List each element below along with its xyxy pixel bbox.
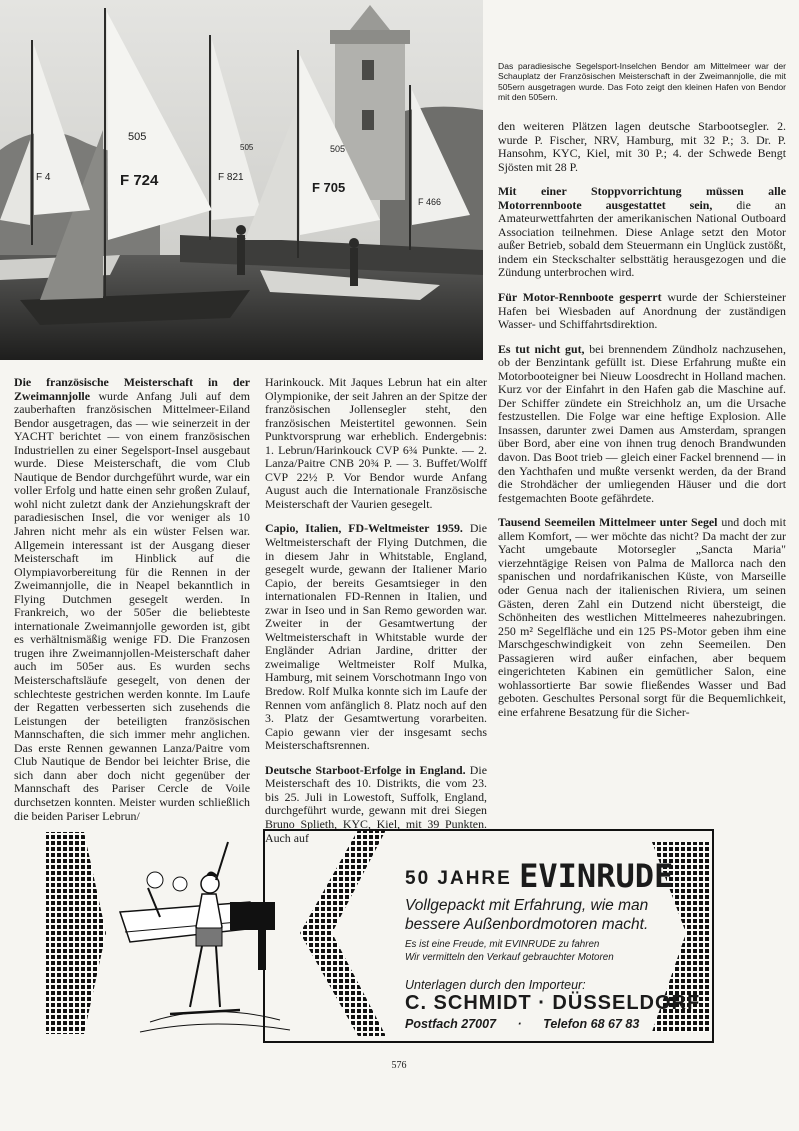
ad-separator: · [517, 1017, 522, 1031]
ad-company: C. SCHMIDT · DÜSSELDORF [405, 992, 701, 1014]
sail-number-f705: F 705 [312, 180, 346, 195]
ad-address [405, 1017, 695, 1031]
sail-number-f724: F 724 [120, 172, 159, 189]
article-text: wurde der Schiersteiner Hafen bei Wiesbaden auf Anordnung der zuständigen Wasser- und Schiffahrtsdirektion. [498, 290, 787, 332]
ad-text-block [405, 857, 701, 1031]
harbor-photo [0, 0, 483, 360]
class-mark: 505 [240, 143, 254, 152]
class-mark: 505 [128, 131, 147, 143]
ad-headline [405, 896, 695, 934]
ad-subtext [405, 938, 695, 964]
sail-number-f821: F 821 [218, 172, 244, 183]
article-text: Die Weltmeisterschaft der Flying Dutchmen, die in diesem Jahr in Whitstable, England, gesegelt wurde, gewann der Italiener Mario Capio, der bereits Gesamtsieger in den internationalen FD-Rennen in Italien, und zwar in Iseo und in San Remo geworden war. Zweiter in der Gesamtwertung der Weltmeisterschaft in Whitstable wurde der Engländer Adrian Jardine, dritter der zweimalige Weltmeister Rolf Mulka, Hamburg, mit seinem Vorschotmann Ingo von Bredow. Rolf Mulka konnte sich im Laufe der Rennen vom anfänglich 8. Platz noch auf den 3. Platz der Gesamtwertung vorarbeiten. Capio gewann vier der insgesamt sechs Meisterschaftsrennen. [265, 521, 487, 753]
article-text: Harinkouck. Mit Jaques Lebrun hat ein alter Olympionike, der seit Jahren an der Spitze der französischen Jollensegler steht, den französischen Meistertitel gewonnen. Sein Punktvorsprung war erheblich. Endergebnis: 1. Lebrun/Harinkouck CVP 6¾ Punkte. — 2. Lanza/Paitre CNB 20¾ P. — 3. Buffet/Wolff CVP 22½ P. Vor Bendor wurde Anfang August auch die Internationale Französische Meisterschaft der Vaurien gesegelt. [265, 375, 487, 511]
sail-number-f466: F 466 [418, 197, 442, 207]
ad-subtext-line-2: Wir vermitteln den Verkauf gebrauchter Motoren [405, 952, 614, 963]
article-text: Die Meisterschaft des 10. Distrikts, die vom 23. bis 25. Juli in Lowestoft, Suffolk, England, durchgeführt wurde, gewann mit drei Siegen Bruno Splieth, KYC, Kiel, mit 39 Punkten. Auch auf [265, 762, 487, 845]
article-heading: Capio, Italien, FD-Weltmeister 1959. [265, 521, 463, 536]
article-text: bei brennendem Zündholz nachzusehen, ob der Benzintank gefüllt ist. Diese Erfahrung mußte ein Motorbooteigner bei Nieuw Loosdrecht in Holland machen. Kurz vor der Einfahrt in den Hafen gab die Maschine auf. Der Schiffer zündete ein Streichholz an, um die Ursache festzustellen. Die Folge war eine heftige Explosion. Alle Insassen, darunter zwei Damen aus Amsterdam, sprangen über Bord, aber eine von ihnen trug denoch Brandwunden davon. Das Boot trieb — gleich einer Fackel brennend — in den Yachthafen und mußte versenkt werden, da der Brand die Strohdächer der umliegenden Häuser und die dort festgemachten Boote gefährdete. [498, 341, 786, 505]
ad-importer-label: Unterlagen durch den Importeur: [405, 978, 586, 992]
photo-caption: Das paradiesische Segelsport-Inselchen Bendor am Mittelmeer war der Schauplatz der Französischen Meisterschaft in der Zweimannjolle, die mit 505ern ausgetragen wurde. Das Foto zeigt den kleinen Hafen von Bendor mit den 505ern. [498, 61, 786, 103]
ad-phone: Telefon 68 67 83 [543, 1017, 640, 1031]
ad-brand-line [405, 857, 695, 895]
article-column-1 [14, 376, 250, 823]
class-mark: 505 [330, 144, 346, 154]
article-column-3 [498, 120, 786, 719]
sail-number-f4: F 4 [36, 172, 51, 183]
article-heading: Für Motor-Rennboote gesperrt [498, 290, 662, 305]
article-heading: Es tut nicht gut, [498, 341, 585, 356]
article-text: die an Amateurwettfahrten der amerikanischen National Outboard Association teilnehmen. Diese Anlage setzt den Motor außer Betrieb, sobald dem Steuermann ein Unglück zustößt, indem ein Steckschalter selbsttätig herausgezogen und die Zündung unterbrochen wird. [498, 197, 786, 280]
ad-postbox: Postfach 27007 [405, 1017, 497, 1031]
article-text: wurde Anfang Juli auf dem zauberhaften französischen Mittelmeer-Eiland Bendor ausgetragen, das — wie seinerzeit in der YACHT berichtet — von einem französischen Industriellen zu einer Segelsport-Insel ausgebaut wurde. Diese Meisterschaft, die vom Club Nautique de Bendor durchgeführt wurde, war ein voller Erfolg und hatte einen sehr großen Zulauf, wohl nicht zuletzt dank der Anziehungskraft der paradiesischen Insel, die vor weniger als 10 Jahren nicht mehr als ein wüster Felsen war. Allgemein interessant ist der Ausgang dieser Meisterschaft im Hinblick auf die Olympiavorbereitung für die Rennen in der Zweimannjolle, die in Neapel bekanntlich in Flying Dutchmen gesegelt werden. In Frankreich, wo der 505er die beliebteste internationale Zweimannjolle geworden ist, gibt es verhältnismäßig wenige FD. Die Franzosen trugen ihre Zweimannjollen-Meisterschaft daher auch im 505er aus. Es wurden sechs Meisterschaftsläufe gesegelt, von denen der schlechteste gestrichen werden konnte. Im Laufe der Regatten verbesserten sich zusehends die Leistungen der beteiligten französischen Mannschaften, die sich immer mehr anglichen. Das erste Rennen gewannen Lanza/Paitre vom Club Nautique de Bendor bei leichter Brise, die sich dann aber doch nicht gegenüber der Mannschaft des Pariser Cercle de Voile durchsetzen konnten. Meister wurden schließlich die beiden Pariser Lebrun/ [14, 388, 250, 823]
article-heading: Mit einer Stoppvorrichtung müssen alle Motorrennboote ausgestattet sein, [498, 184, 786, 212]
article-heading: Deutsche Starboot-Erfolge in England. [265, 762, 466, 777]
evinrude-logo: EVINRUDE [519, 857, 674, 895]
article-text: den weiteren Plätzen lagen deutsche Starbootsegler. 2. wurde P. Fischer, NRV, Hamburg, mit 32 P.; 3. Dr. P. Hansohm, KYC, Kiel, mit 30 P.; 4. der Schwede Bengt Sjösten mit 28 P. [498, 119, 786, 174]
article-heading: Tausend Seemeilen Mittelmeer unter Segel [498, 515, 718, 530]
ad-headline-line-2: bessere Außenbordmotoren macht. [405, 916, 649, 933]
ad-headline-line-1: Vollgepackt mit Erfahrung, wie man [405, 897, 649, 914]
article-heading: Die französische Meisterschaft in der Zweimannjolle [14, 375, 250, 403]
article-text: und doch mit allem Komfort, — wer möchte das nicht? Da macht der zur Yacht umgebaute Motorsegler „Sancta Maria" vierzehntägige Reisen von Palma de Mallorca nach den spanischen und nordafrikanischen Küste, von Marseille oder Genua nach der italienischen Riviera, um seinen Gästen, deren Zahl ein Dutzend nicht übersteigt, die Schönheiten des westlichen Mittelmeeres nahezubringen. 250 m² Segelfläche und ein 125 PS-Motor geben ihm eine Marschgeschwindigkeit von zehn Seemeilen. Den Passagieren wird außer einfachen, aber bequem eingerichteten Kabinen ein gemütlicher Salon, eine wohlassortierte Bar sowie fließendes Wasser und Bad geboten. Geschultes Personal sorgt für die Bequemlichkeit, eine erfahrene Besatzung für die Sicher- [498, 515, 786, 719]
page-number: 576 [391, 1060, 407, 1071]
waterski-illustration [110, 832, 310, 1037]
ad-subtext-line-1: Es ist eine Freude, mit EVINRUDE zu fahren [405, 939, 600, 950]
article-column-2 [265, 376, 487, 845]
ad-brand-prefix: 50 JAHRE [405, 868, 512, 889]
